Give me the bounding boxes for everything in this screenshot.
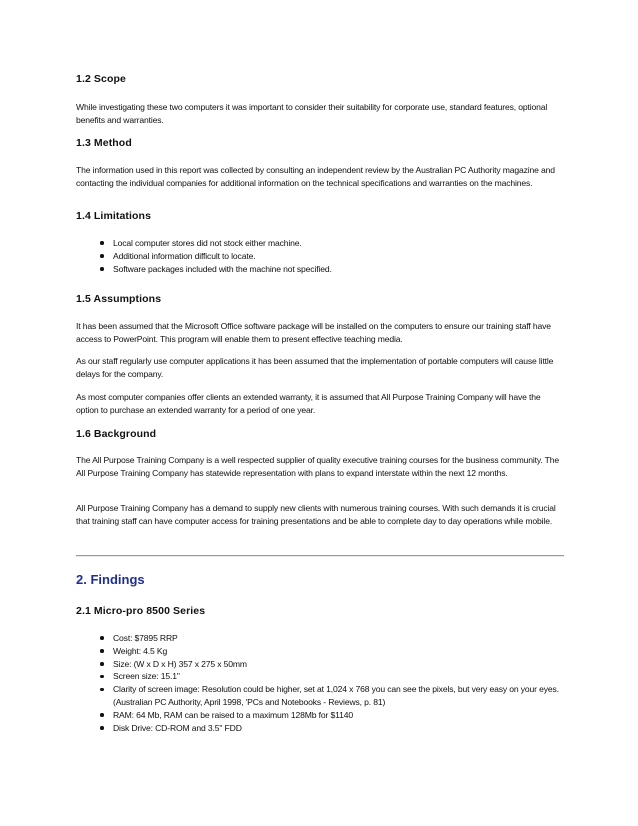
section-heading-method: 1.3 Method — [76, 137, 132, 149]
section-heading-background: 1.6 Background — [76, 428, 157, 440]
assumptions-paragraph: It has been assumed that the Microsoft Office software package will be installed on the computers to ensure our training staff have access to PowerPoint. This program will enable them to present effective teaching media. — [76, 321, 551, 344]
section-heading-scope: 1.2 Scope — [76, 73, 126, 85]
list-item: Clarity of screen image: Resolution could be higher, set at 1,024 x 768 you can see the pixels, but very easy on your eyes. (Australian PC Authority, April 1998, 'PCs and Notebooks - Reviews, p. 81) — [100, 683, 562, 709]
scope-paragraph: While investigating these two computers it was important to consider their suitability for corporate use, standard features, optional benefits and warranties. — [76, 102, 548, 125]
list-item: Software packages included with the machine not specified. — [100, 263, 562, 276]
list-item: Additional information difficult to locate. — [100, 250, 562, 263]
assumptions-paragraph: As most computer companies offer clients an extended warranty, it is assumed that All Purpose Training Company will have the option to purchase an extended warranty for a period of one year. — [76, 392, 541, 415]
background-paragraph: All Purpose Training Company has a demand to supply new clients with numerous training courses. With such demands it is crucial that training staff can have computer access for training presentations and be able to complete day to day operations while mobile. — [76, 503, 556, 526]
assumptions-paragraph: As our staff regularly use computer applications it has been assumed that the implementation of portable computers will cause little delays for the company. — [76, 356, 554, 379]
findings-heading: 2. Findings — [76, 572, 145, 587]
section-heading-limitations: 1.4 Limitations — [76, 210, 152, 222]
background-paragraph: The All Purpose Training Company is a well respected supplier of quality executive training courses for the business community. The All Purpose Training Company has statewide representation with plans to expand interstate within the next 12 months. — [76, 455, 560, 478]
list-item: Size: (W x D x H) 357 x 275 x 50mm — [100, 658, 562, 671]
section-heading-micropro: 2.1 Micro-pro 8500 Series — [76, 605, 206, 617]
list-item: Screen size: 15.1" — [100, 670, 562, 683]
method-paragraph: The information used in this report was collected by consulting an independent review by the Australian PC Authority magazine and contacting the individual companies for additional information on the technical specifications and warranties on the machines. — [76, 165, 555, 188]
list-item: RAM: 64 Mb, RAM can be raised to a maximum 128Mb for $1140 — [100, 709, 562, 722]
micropro-specs-list — [100, 632, 562, 734]
list-item: Weight: 4.5 Kg — [100, 645, 562, 658]
horizontal-divider — [76, 555, 564, 557]
section-heading-assumptions: 1.5 Assumptions — [76, 293, 162, 305]
list-item: Disk Drive: CD-ROM and 3.5" FDD — [100, 722, 562, 735]
list-item: Local computer stores did not stock either machine. — [100, 237, 562, 250]
limitations-list — [100, 237, 562, 275]
list-item: Cost: $7895 RRP — [100, 632, 562, 645]
